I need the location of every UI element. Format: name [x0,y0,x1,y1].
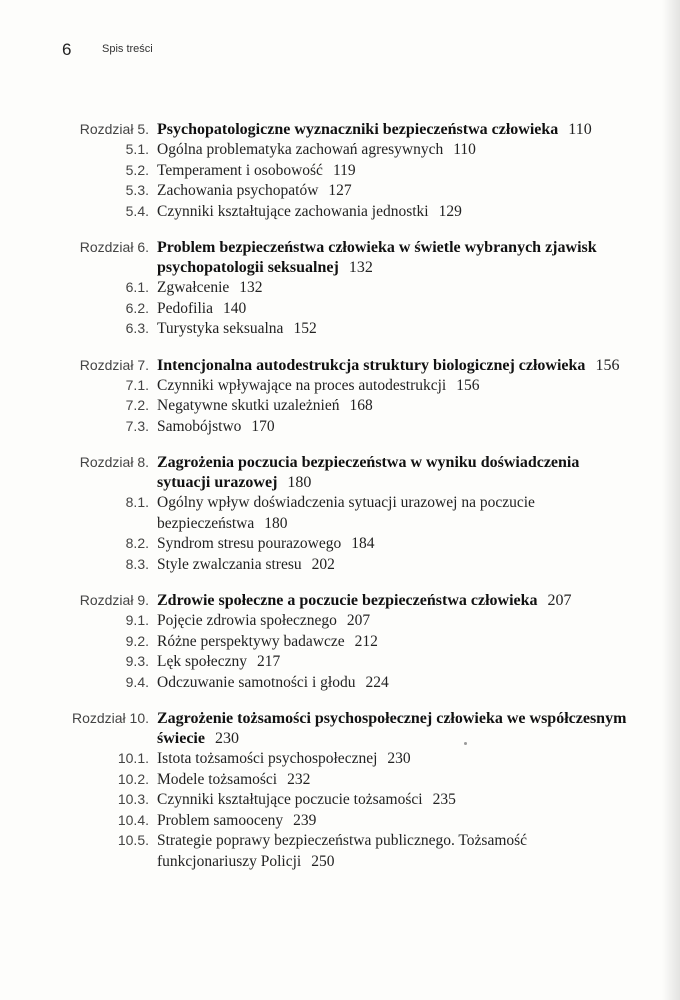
section-title: Samobójstwo [157,417,242,435]
section-entry [0,770,680,791]
section-title: Odczuwanie samotności i głodu [157,673,356,691]
section-number: 6.2. [125,299,149,316]
section-entry [0,831,680,872]
paper-speck [464,742,467,745]
section-title: Syndrom stresu pourazowego [157,535,342,552]
chapter-heading [0,453,680,493]
section-page-number: 127 [328,182,352,199]
section-entry [0,319,680,340]
section-entry [0,202,680,223]
section-title-block [157,673,597,694]
section-title-block [157,376,597,397]
section-number: 8.3. [125,555,149,572]
section-page-number: 230 [387,750,411,767]
section-title: Istota tożsamości psychospołecznej [157,750,378,767]
section-page-number: 232 [287,770,311,788]
section-entry [0,673,680,694]
section-entry [0,611,680,632]
section-page-number: 212 [354,632,378,650]
section-title-block [157,749,597,770]
section-entry [0,652,680,673]
section-title: Czynniki kształtujące poczucie tożsamości [157,791,423,808]
chapter-page-number: 230 [214,730,239,747]
section-page-number: 239 [293,811,317,829]
section-page-number: 110 [453,141,476,158]
section-title-block [157,652,597,673]
section-title: Problem samooceny [157,811,284,829]
chapter-title: Problem bezpieczeństwa człowieka w świetle wybranych zjawisk psychopatologii seksualnej [157,239,597,276]
chapter-page-number: 207 [547,592,572,609]
section-title-block [157,611,597,632]
section-number: 10.4. [117,811,149,828]
section-title-block [157,319,597,340]
section-title: Style zwalczania stresu [157,555,302,573]
section-number: 5.2. [125,161,149,178]
section-entry [0,493,680,534]
section-title: Ogólna problematyka zachowań agresywnych [157,141,444,158]
section-title-block [157,161,597,182]
chapter-label: Rozdział 9. [79,592,149,608]
toc-chapter [0,356,680,438]
chapter-title: Intencjonalna autodestrukcja struktury biologicznej człowieka [157,356,586,374]
section-entry [0,396,680,417]
section-number: 7.3. [125,417,149,434]
section-page-number: 140 [222,299,247,317]
page-number: 6 [62,40,72,59]
section-title: Modele tożsamości [157,770,278,788]
section-number: 10.2. [117,770,149,787]
toc-chapter [0,709,680,872]
section-title: Lęk społeczny [157,653,247,670]
chapter-heading [0,120,680,140]
section-number: 9.4. [125,673,149,690]
section-entry [0,376,680,397]
toc-chapter [0,238,680,340]
section-title-block [157,299,597,320]
section-page-number: 132 [239,279,263,296]
section-number: 5.3. [125,182,149,198]
chapter-heading [0,709,680,749]
section-entry [0,555,680,576]
section-entry [0,181,680,202]
section-title: Różne perspektywy badawcze [157,632,345,650]
section-page-number: 250 [311,852,335,870]
chapter-label: Rozdział 7. [79,356,149,373]
section-number: 5.4. [125,202,149,219]
section-number: 9.2. [125,632,149,649]
chapter-page-number: 132 [348,259,373,276]
section-title: Ogólny wpływ doświadczenia sytuacji urazowej na poczucie bezpieczeństwa [157,494,535,532]
section-entry [0,417,680,438]
section-page-number: 207 [346,612,371,629]
section-title: Temperament i osobowość [157,161,323,179]
section-number: 6.1. [125,279,149,295]
section-page-number: 119 [332,161,356,179]
section-number: 10.5. [117,832,149,848]
chapter-label: Rozdział 8. [79,454,149,470]
section-page-number: 224 [365,673,389,691]
section-title: Czynniki kształtujące zachowania jednostki [157,202,429,220]
chapter-page-number: 180 [287,474,312,491]
section-number: 9.3. [125,653,149,669]
chapter-title: Zagrożenie tożsamości psychospołecznej człowieka we współczesnym świecie [157,710,627,747]
running-title: Spis treści [102,43,153,55]
section-title-block [157,831,597,872]
section-title-block [157,396,597,417]
chapter-title-block [157,453,627,493]
section-number: 10.1. [117,750,149,766]
section-title: Zgwałcenie [157,279,230,296]
section-number: 6.3. [125,320,149,336]
chapter-title-block [157,356,627,376]
chapter-title: Zdrowie społeczne a poczucie bezpieczeństwa człowieka [157,592,538,609]
section-entry [0,534,680,555]
section-title-block [157,555,597,576]
toc-chapter [0,120,680,222]
section-number: 9.1. [125,612,149,628]
table-of-contents [0,120,680,888]
section-title-block [157,417,597,438]
chapter-label: Rozdział 6. [79,239,149,255]
toc-chapter [0,591,680,693]
section-title: Czynniki wpływające na proces autodestrukcji [157,376,447,394]
chapter-page-number: 110 [568,121,592,138]
section-number: 10.3. [117,791,149,807]
section-page-number: 180 [264,514,288,532]
section-number: 7.2. [125,397,149,413]
chapter-title: Zagrożenia poczucia bezpieczeństwa w wyniku doświadczenia sytuacji urazowej [157,454,580,491]
section-title: Negatywne skutki uzależnień [157,397,340,414]
chapter-title-block [157,591,627,611]
toc-chapter [0,453,680,575]
section-title-block [157,278,597,299]
chapter-title: Psychopatologiczne wyznaczniki bezpieczeństwa człowieka [157,121,559,138]
section-title: Turystyka seksualna [157,320,284,337]
section-page-number: 235 [432,791,456,808]
section-title-block [157,493,597,534]
section-title-block [157,534,597,555]
section-title-block [157,181,597,202]
section-page-number: 202 [311,555,335,573]
section-entry [0,790,680,811]
section-number: 7.1. [125,376,149,393]
section-title-block [157,811,597,832]
section-number: 8.1. [125,494,149,510]
section-number: 8.2. [125,535,149,551]
section-entry [0,632,680,653]
chapter-label: Rozdział 5. [79,121,149,137]
section-title: Zachowania psychopatów [157,182,319,199]
chapter-page-number: 156 [595,356,620,374]
section-title: Strategie poprawy bezpieczeństwa publicznego. Tożsamość funkcjonariuszy Policji [157,832,528,870]
chapter-heading [0,591,680,611]
section-title-block [157,632,597,653]
section-page-number: 184 [351,535,375,552]
section-page-number: 170 [251,417,275,435]
section-title: Pojęcie zdrowia społecznego [157,612,337,629]
section-page-number: 152 [293,320,317,337]
section-entry [0,161,680,182]
chapter-heading [0,238,680,278]
section-page-number: 217 [256,653,281,670]
section-entry [0,811,680,832]
section-title-block [157,790,597,811]
section-title-block [157,140,597,161]
chapter-heading [0,356,680,376]
section-entry [0,278,680,299]
section-entry [0,749,680,770]
chapter-title-block [157,238,627,278]
section-page-number: 168 [349,397,373,414]
section-page-number: 156 [456,376,480,394]
chapter-label: Rozdział 10. [71,710,149,726]
chapter-title-block [157,120,627,140]
section-title-block [157,770,597,791]
chapter-title-block [157,709,627,749]
section-title: Pedofilia [157,299,213,317]
section-number: 5.1. [125,141,149,157]
section-entry [0,299,680,320]
section-page-number: 129 [438,202,462,220]
section-title-block [157,202,597,223]
section-entry [0,140,680,161]
